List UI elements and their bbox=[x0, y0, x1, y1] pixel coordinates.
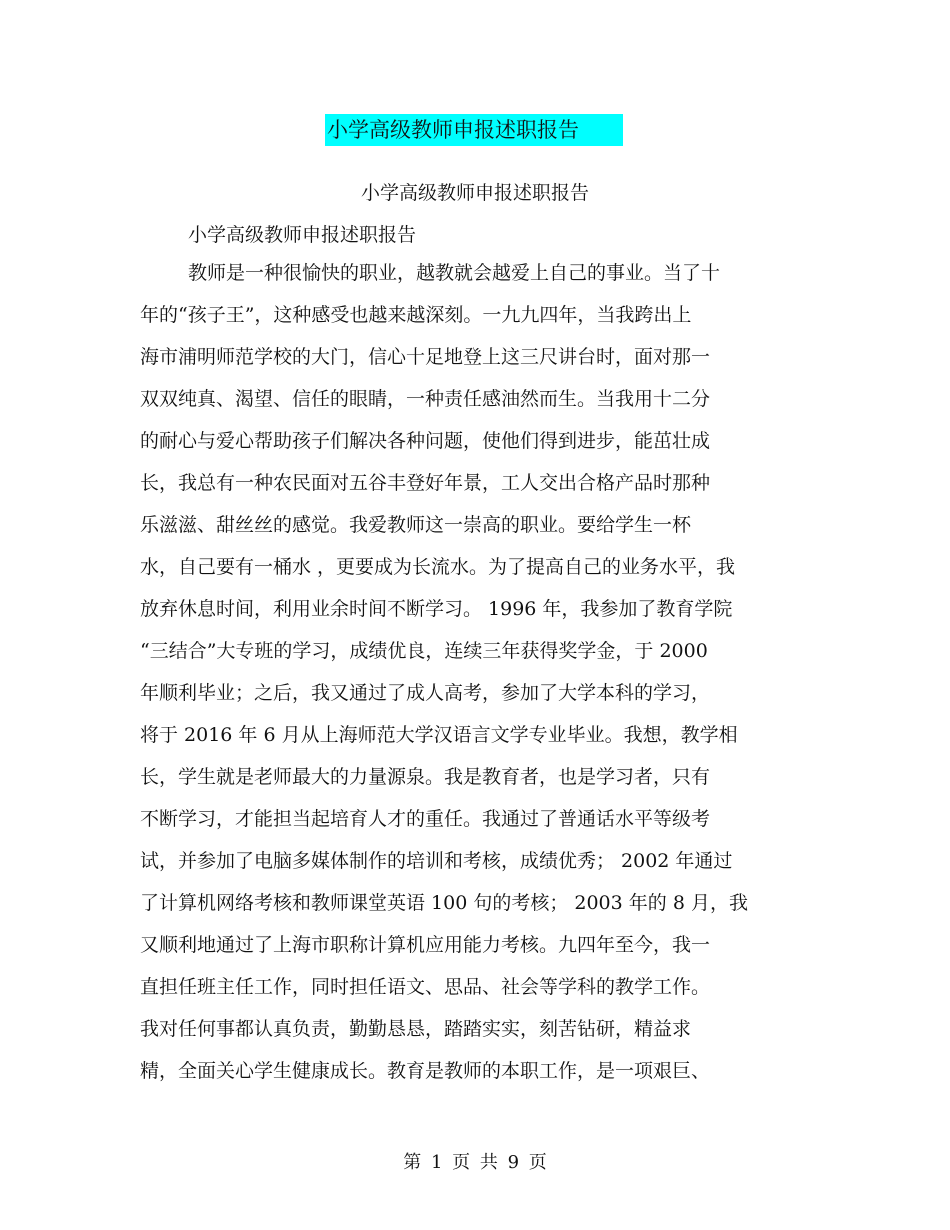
document-title: 小学高级教师申报述职报告 bbox=[325, 114, 623, 146]
body-line: 教师是一种很愉快的职业，越教就会越爱上自己的事业。当了十 bbox=[188, 262, 721, 284]
section-heading: 小学高级教师申报述职报告 bbox=[188, 224, 417, 246]
body-line: 水，自己要有一桶水 ，更要成为长流水。为了提高自己的业务水平，我 bbox=[140, 556, 736, 578]
body-line: 放弃休息时间，利用业余时间不断学习。 1996 年，我参加了教育学院 bbox=[140, 598, 733, 620]
body-line: 不断学习，才能担当起培育人才的重任。我通过了普通话水平等级考 bbox=[140, 808, 711, 830]
body-line: 又顺利地通过了上海市职称计算机应用能力考核。九四年至今，我一 bbox=[140, 934, 711, 956]
body-line: 精，全面关心学生健康成长。教育是教师的本职工作，是一项艰巨、 bbox=[140, 1060, 711, 1082]
body-line: 的耐心与爱心帮助孩子们解决各种问题，使他们得到进步，能茁壮成 bbox=[140, 430, 711, 452]
body-line: “三结合”大专班的学习，成绩优良，连续三年获得奖学金，于 2000 bbox=[140, 640, 708, 662]
document-subtitle: 小学高级教师申报述职报告 bbox=[360, 182, 589, 204]
body-line: 长，学生就是老师最大的力量源泉。我是教育者，也是学习者，只有 bbox=[140, 766, 711, 788]
body-line: 双双纯真、渴望、信任的眼睛，一种责任感油然而生。当我用十二分 bbox=[140, 388, 711, 410]
body-line: 长，我总有一种农民面对五谷丰登好年景，工人交出合格产品时那种 bbox=[140, 472, 711, 494]
body-line: 乐滋滋、甜丝丝的感觉。我爱教师这一崇高的职业。要给学生一杯 bbox=[140, 514, 692, 536]
page-footer: 第 1 页 共 9 页 bbox=[403, 1152, 547, 1173]
body-line: 我对任何事都认真负责，勤勤恳恳，踏踏实实，刻苦钻研，精益求 bbox=[140, 1018, 692, 1040]
body-line: 了计算机网络考核和教师课堂英语 100 句的考核； 2003 年的 8 月，我 bbox=[140, 892, 748, 914]
body-line: 试，并参加了电脑多媒体制作的培训和考核，成绩优秀； 2002 年通过 bbox=[140, 850, 733, 872]
body-line: 将于 2016 年 6 月从上海师范大学汉语言文学专业毕业。我想，教学相 bbox=[140, 724, 738, 746]
body-line: 直担任班主任工作，同时担任语文、思品、社会等学科的教学工作。 bbox=[140, 976, 711, 998]
body-line: 年的“孩子王”，这种感受也越来越深刻。一九九四年，当我跨出上 bbox=[140, 304, 692, 326]
body-line: 年顺利毕业；之后，我又通过了成人高考，参加了大学本科的学习， bbox=[140, 682, 711, 704]
body-line: 海市浦明师范学校的大门，信心十足地登上这三尺讲台时，面对那一 bbox=[140, 346, 711, 368]
